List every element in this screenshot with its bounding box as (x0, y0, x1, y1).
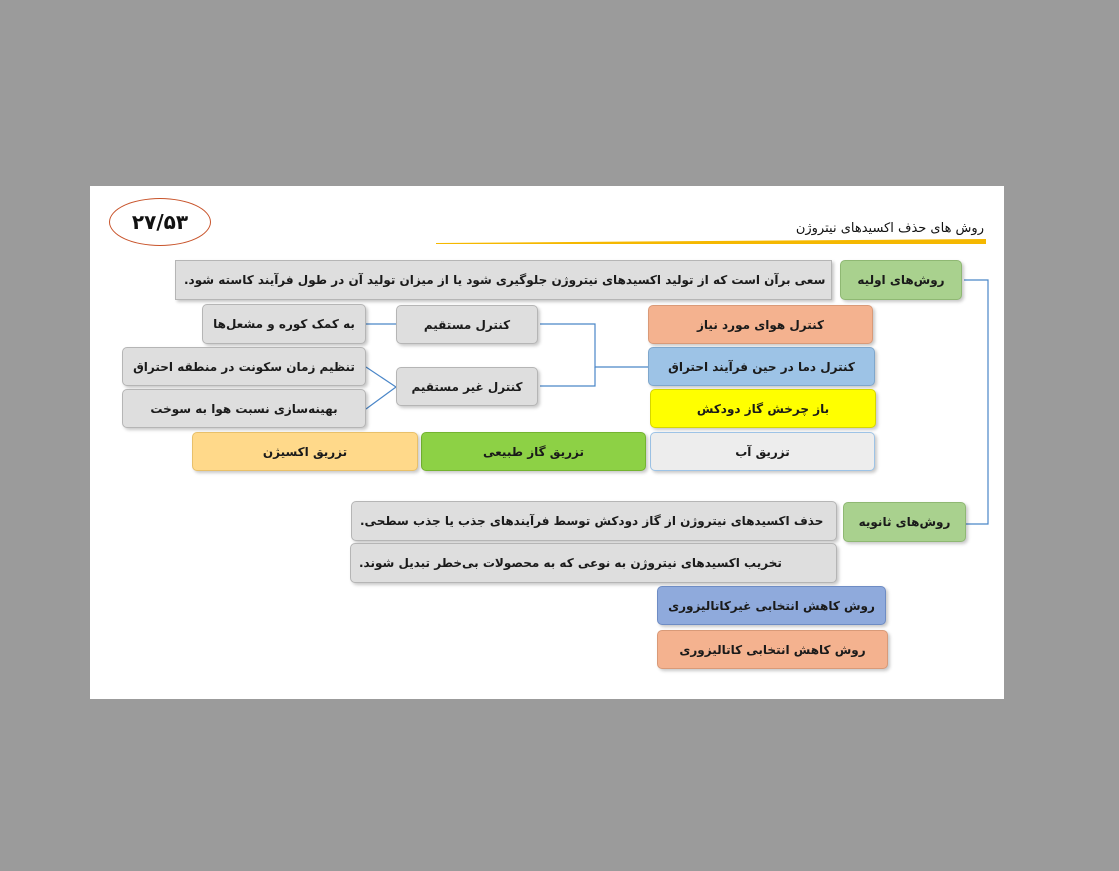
secondary-description-absorption: حذف اکسیدهای نیتروژن از گاز دودکش توسط فرآیندهای جذب یا جذب سطحی. (351, 501, 837, 541)
temperature-control-box: کنترل دما در حین فرآیند احتراق (648, 347, 875, 386)
water-injection-box: تزریق آب (650, 432, 875, 471)
indirect-control-box: کنترل غیر مستقیم (396, 367, 538, 406)
title-underline (436, 239, 986, 244)
flue-gas-recirculation-box: باز چرخش گاز دودکش (650, 389, 876, 428)
oxygen-injection-box: تزریق اکسیژن (192, 432, 418, 471)
secondary-description-destruction: تخریب اکسیدهای نیتروژن به نوعی که به محصولات بی‌خطر تبدیل شوند. (350, 543, 837, 583)
air-control-box: کنترل هوای مورد نیاز (648, 305, 873, 344)
slide (90, 186, 1004, 699)
air-fuel-ratio-box: بهینه‌سازی نسبت هوا به سوخت (122, 389, 366, 428)
page-number: ۲۷/۵۳ (109, 198, 211, 246)
scr-method-box: روش کاهش انتخابی کاتالیزوری (657, 630, 888, 669)
primary-methods-label: روش‌های اولیه (840, 260, 962, 300)
natural-gas-injection-box: تزریق گاز طبیعی (421, 432, 646, 471)
primary-description: سعی برآن است که از تولید اکسیدهای نیتروژن جلوگیری شود یا از میزان تولید آن در طول فرآیند کاسته شود. (175, 260, 832, 300)
direct-control-box: کنترل مستقیم (396, 305, 538, 344)
secondary-methods-label: روش‌های ثانویه (843, 502, 966, 542)
furnace-burner-box: به کمک کوره و مشعل‌ها (202, 304, 366, 344)
sncr-method-box: روش کاهش انتخابی غیرکاتالیزوری (657, 586, 886, 625)
residence-time-box: تنظیم زمان سکونت در منطقه احتراق (122, 347, 366, 386)
slide-title: روش های حذف اکسیدهای نیتروژن (795, 221, 984, 236)
